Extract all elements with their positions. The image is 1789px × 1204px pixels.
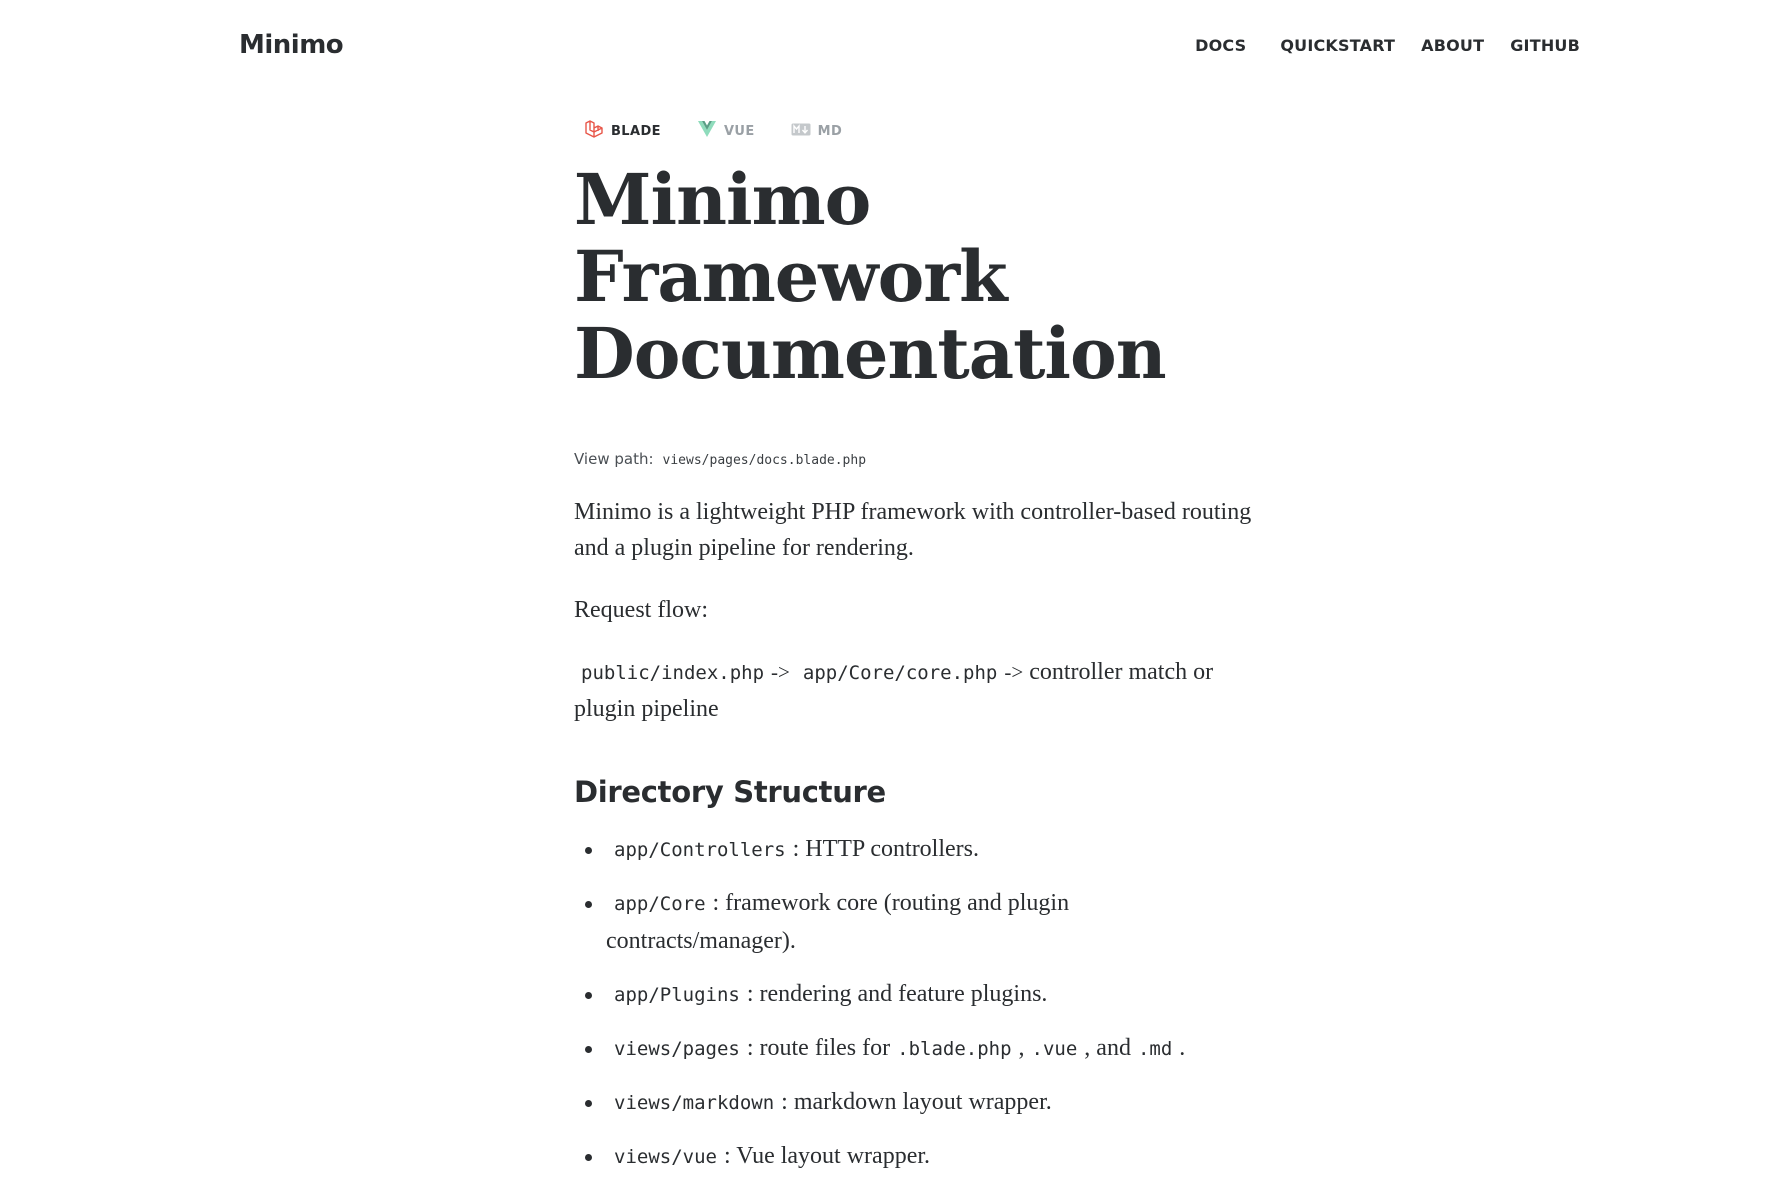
directory-heading: Directory Structure [574, 775, 886, 809]
main-nav [1195, 36, 1580, 55]
list-item [574, 1030, 1254, 1068]
tab-md[interactable] [791, 123, 843, 140]
tab-blade[interactable] [584, 119, 661, 143]
dir-desc: : HTTP controllers. [792, 836, 980, 862]
request-flow [574, 654, 1254, 727]
directory-list [574, 831, 1254, 1176]
dir-path: app/Plugins [614, 984, 740, 1006]
renderer-tabs [574, 118, 1254, 144]
dir-path: views/pages [614, 1038, 740, 1060]
view-path-label: View path: [574, 450, 654, 468]
file-ext: .blade.php [897, 1038, 1012, 1060]
nav-github[interactable]: GITHUB [1510, 36, 1580, 55]
dir-path: views/vue [614, 1146, 717, 1168]
dir-path: app/Core [614, 893, 706, 915]
dir-desc: : rendering and feature plugins. [746, 981, 1048, 1007]
request-flow-label: Request flow: [574, 597, 708, 623]
list-item [574, 976, 1254, 1014]
list-item [574, 1084, 1254, 1122]
flow-arrow: -> [771, 660, 790, 684]
dir-desc: : framework core (routing and plugin contracts/manager). [606, 890, 1070, 954]
separator: , [1018, 1035, 1025, 1061]
dir-path: views/markdown [614, 1092, 775, 1114]
file-ext: .md [1137, 1038, 1173, 1060]
brand-logo[interactable]: Minimo [239, 30, 344, 60]
separator: , and [1084, 1035, 1131, 1061]
nav-about[interactable]: ABOUT [1421, 36, 1485, 55]
view-path [574, 450, 1254, 468]
file-ext: .vue [1031, 1038, 1078, 1060]
nav-docs[interactable]: DOCS [1195, 36, 1247, 55]
bullet [585, 1046, 592, 1053]
list-item [574, 885, 1254, 960]
list-item [574, 831, 1254, 869]
dir-path: app/Controllers [614, 839, 786, 861]
tab-vue[interactable] [697, 120, 755, 142]
tab-md-label: MD [817, 123, 843, 139]
separator: . [1179, 1035, 1186, 1061]
main-content [574, 118, 1254, 1192]
list-item [574, 1138, 1254, 1176]
flow-step-code: app/Core/core.php [802, 662, 998, 684]
bullet [585, 901, 592, 908]
nav-quickstart[interactable]: QUICKSTART [1280, 36, 1396, 55]
site-header [0, 0, 1789, 96]
page-title [574, 158, 1254, 395]
vue-icon [697, 120, 717, 142]
view-path-value: views/pages/docs.blade.php [662, 453, 867, 468]
flow-rest: controller match or plugin pipeline [574, 659, 1214, 722]
bullet [585, 1100, 592, 1107]
flow-arrow: -> [1004, 660, 1024, 684]
bullet [585, 1154, 592, 1161]
markdown-icon [791, 123, 811, 140]
tab-vue-label: VUE [723, 123, 755, 139]
title-line: Minimo [574, 158, 871, 241]
intro-paragraph: Minimo is a lightweight PHP framework with controller-based routing and a plugin pipeline for rendering. [574, 499, 1252, 561]
dir-desc: : Vue layout wrapper. [723, 1143, 931, 1169]
bullet [585, 847, 592, 854]
laravel-icon [584, 119, 604, 143]
dir-desc: : markdown layout wrapper. [781, 1089, 1052, 1115]
bullet [585, 992, 592, 999]
flow-step-code: public/index.php [581, 662, 765, 684]
title-line: Documentation [574, 312, 1166, 395]
dir-desc: : route files for [746, 1035, 891, 1061]
tab-blade-label: BLADE [611, 123, 661, 139]
title-line: Framework [574, 235, 1007, 318]
